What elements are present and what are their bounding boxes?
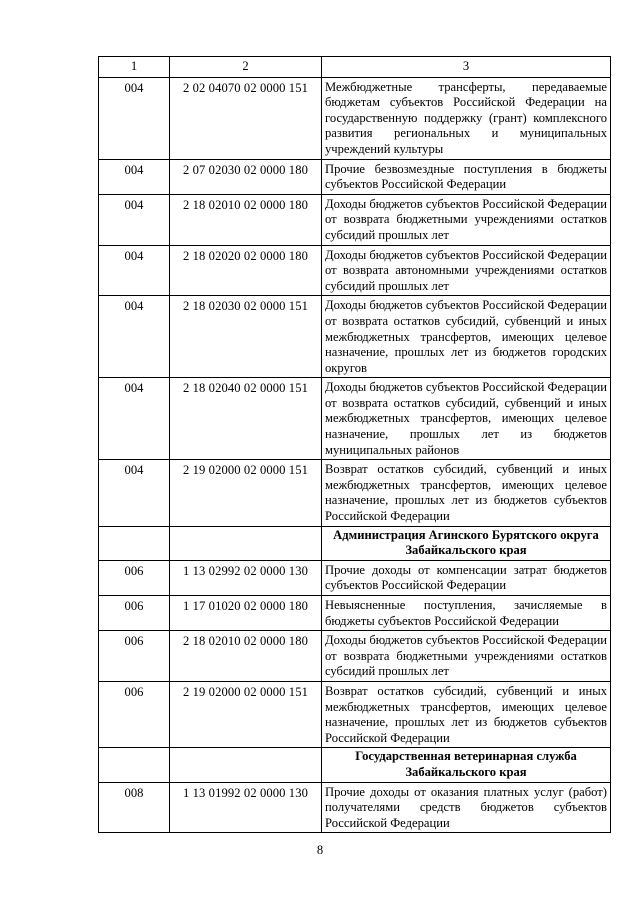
empty-cell xyxy=(170,526,322,560)
description-cell: Доходы бюджетов субъектов Российской Федерации от возврата бюджетными учреждениями остатков субсидий прошлых лет xyxy=(322,631,611,682)
table-row xyxy=(99,596,611,631)
table-row xyxy=(99,631,611,682)
table-row xyxy=(99,194,611,245)
admin-code-cell: 008 xyxy=(99,782,170,833)
table-row xyxy=(99,681,611,747)
description-cell: Прочие доходы от компенсации затрат бюджетов субъектов Российской Федерации xyxy=(322,560,611,595)
description-cell: Межбюджетные трансферты, передаваемые бюджетам субъектов Российской Федерации на государственную поддержку (грант) комплексного развития региональных и муниципальных учреждений культуры xyxy=(322,77,611,159)
admin-code-cell: 006 xyxy=(99,681,170,747)
table-row xyxy=(99,77,611,159)
admin-code-cell: 006 xyxy=(99,596,170,631)
table-row xyxy=(99,782,611,833)
revenue-code-cell: 2 18 02010 02 0000 180 xyxy=(170,194,322,245)
description-cell: Доходы бюджетов субъектов Российской Федерации от возврата автономными учреждениями остатков субсидий прошлых лет xyxy=(322,245,611,296)
section-header-row xyxy=(99,748,611,782)
description-cell: Возврат остатков субсидий, субвенций и иных межбюджетных трансфертов, имеющих целевое назначение, прошлых лет из бюджетов субъектов Российской Федерации xyxy=(322,460,611,526)
section-title: Государственная ветеринарная служба Забайкальского края xyxy=(322,748,611,782)
table-header-row xyxy=(99,57,611,78)
empty-cell xyxy=(170,748,322,782)
revenue-code-cell: 2 18 02040 02 0000 151 xyxy=(170,378,322,460)
revenue-codes-table xyxy=(98,56,611,833)
admin-code-cell: 004 xyxy=(99,194,170,245)
table-row xyxy=(99,245,611,296)
column-header: 1 xyxy=(99,57,170,78)
empty-cell xyxy=(99,748,170,782)
revenue-code-cell: 2 07 02030 02 0000 180 xyxy=(170,159,322,194)
revenue-code-cell: 2 18 02010 02 0000 180 xyxy=(170,631,322,682)
admin-code-cell: 004 xyxy=(99,460,170,526)
revenue-code-cell: 1 13 01992 02 0000 130 xyxy=(170,782,322,833)
table-row xyxy=(99,378,611,460)
revenue-code-cell: 2 19 02000 02 0000 151 xyxy=(170,681,322,747)
admin-code-cell: 004 xyxy=(99,77,170,159)
revenue-code-cell: 1 17 01020 02 0000 180 xyxy=(170,596,322,631)
page-number: 8 xyxy=(316,843,324,857)
table-row xyxy=(99,460,611,526)
column-header: 3 xyxy=(322,57,611,78)
description-cell: Доходы бюджетов субъектов Российской Федерации от возврата остатков субсидий, субвенций и иных межбюджетных трансфертов, имеющих целевое назначение, прошлых лет из бюджетов муниципальных районов xyxy=(322,378,611,460)
revenue-code-cell: 1 13 02992 02 0000 130 xyxy=(170,560,322,595)
description-cell: Прочие доходы от оказания платных услуг (работ) получателями средств бюджетов субъектов Российской Федерации xyxy=(322,782,611,833)
admin-code-cell: 004 xyxy=(99,245,170,296)
admin-code-cell: 006 xyxy=(99,560,170,595)
admin-code-cell: 004 xyxy=(99,296,170,378)
table-row xyxy=(99,159,611,194)
revenue-code-cell: 2 19 02000 02 0000 151 xyxy=(170,460,322,526)
section-title: Администрация Агинского Бурятского округа Забайкальского края xyxy=(322,526,611,560)
admin-code-cell: 004 xyxy=(99,378,170,460)
revenue-code-cell: 2 02 04070 02 0000 151 xyxy=(170,77,322,159)
admin-code-cell: 006 xyxy=(99,631,170,682)
table-row xyxy=(99,296,611,378)
admin-code-cell: 004 xyxy=(99,159,170,194)
section-header-row xyxy=(99,526,611,560)
description-cell: Доходы бюджетов субъектов Российской Федерации от возврата бюджетными учреждениями остатков субсидий прошлых лет xyxy=(322,194,611,245)
description-cell: Возврат остатков субсидий, субвенций и иных межбюджетных трансфертов, имеющих целевое назначение, прошлых лет из бюджетов субъектов Российской Федерации xyxy=(322,681,611,747)
description-cell: Прочие безвозмездные поступления в бюджеты субъектов Российской Федерации xyxy=(322,159,611,194)
table-row xyxy=(99,560,611,595)
revenue-code-cell: 2 18 02020 02 0000 180 xyxy=(170,245,322,296)
revenue-code-cell: 2 18 02030 02 0000 151 xyxy=(170,296,322,378)
description-cell: Невыясненные поступления, зачисляемые в бюджеты субъектов Российской Федерации xyxy=(322,596,611,631)
description-cell: Доходы бюджетов субъектов Российской Федерации от возврата остатков субсидий, субвенций и иных межбюджетных трансфертов, имеющих целевое назначение, прошлых лет из бюджетов городских округов xyxy=(322,296,611,378)
column-header: 2 xyxy=(170,57,322,78)
empty-cell xyxy=(99,526,170,560)
